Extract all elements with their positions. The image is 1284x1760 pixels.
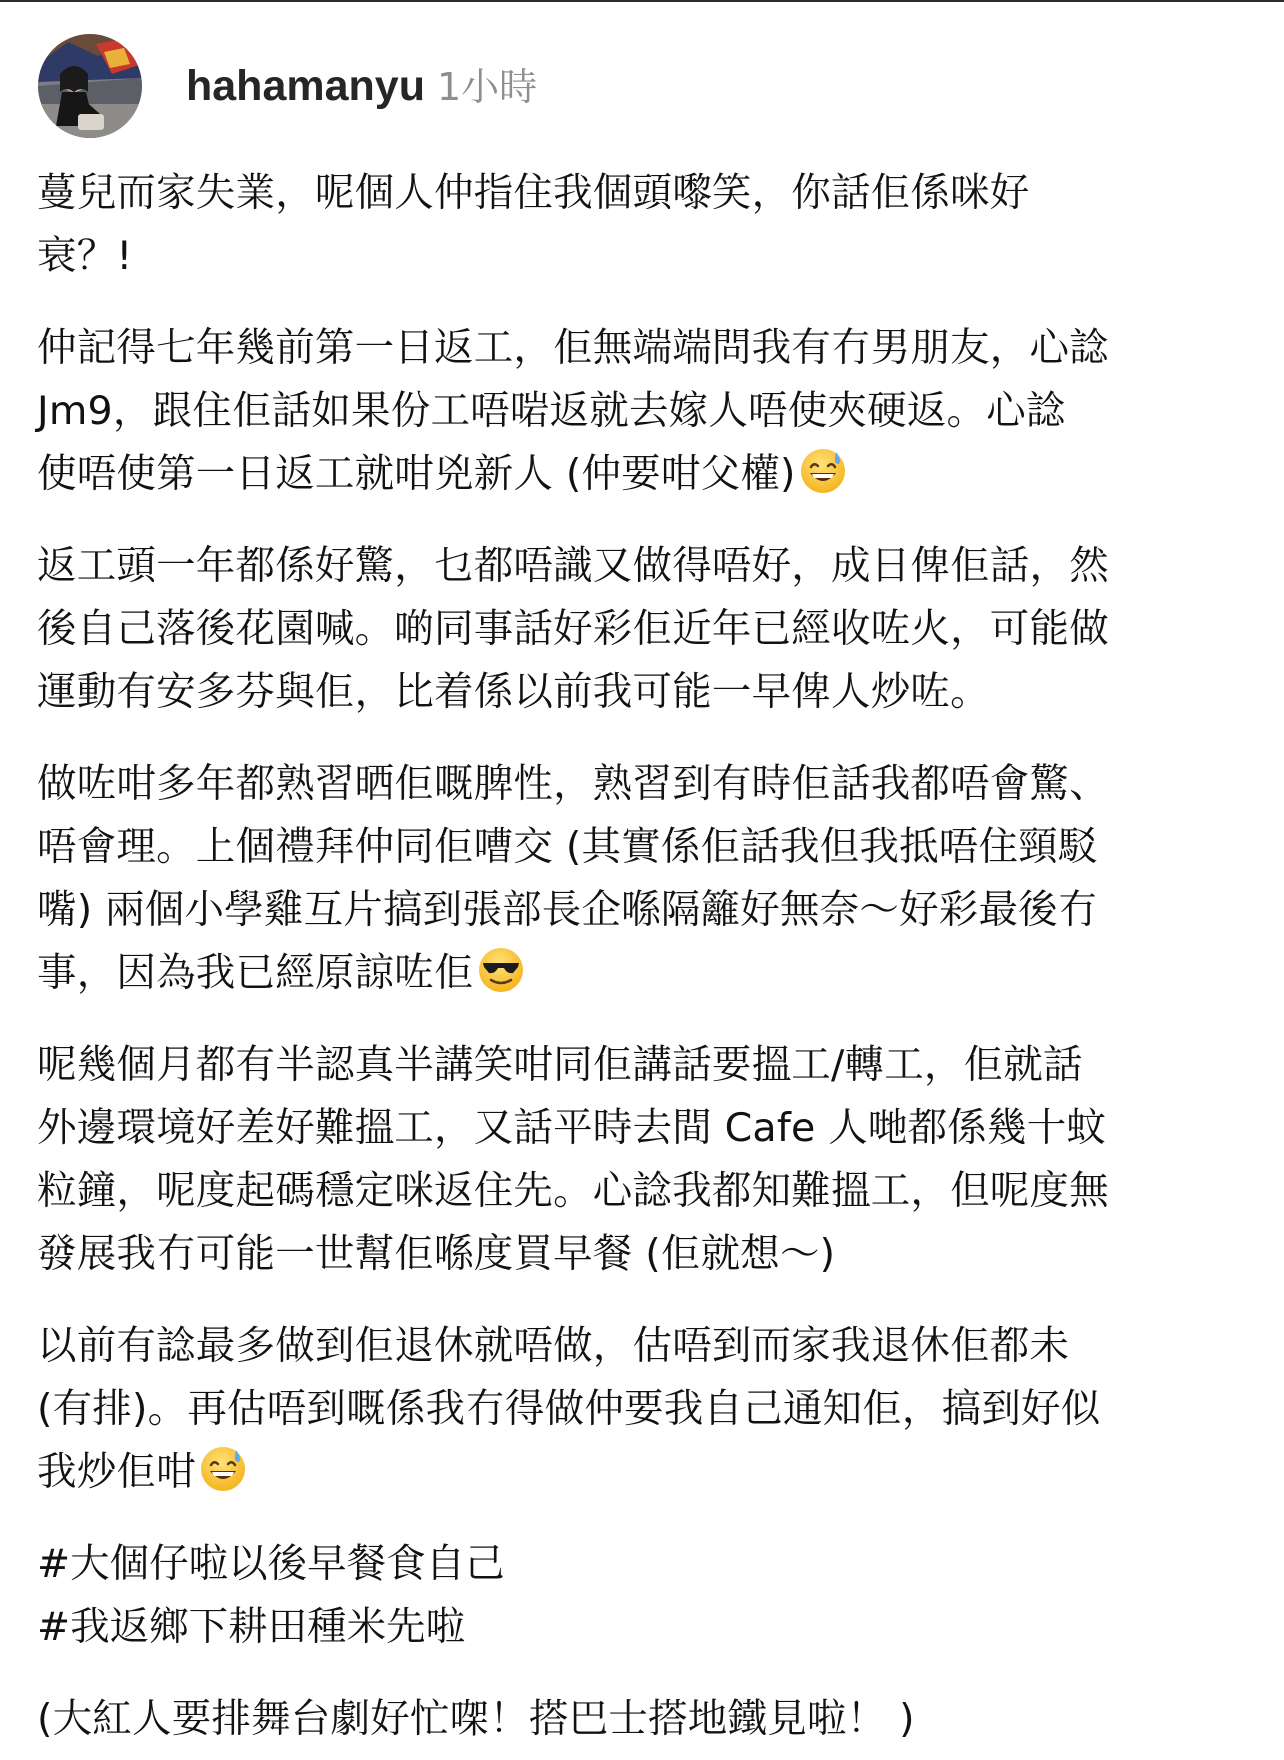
paragraph-text: 做咗咁多年都熟習晒佢嘅脾性，熟習到有時佢話我都唔會驚、 唔會理。上個禮拜仲同佢嘈交 (其實係佢話我但我抵唔住頸駁 嘴) 兩個小學雞互片搞到張部長企喺隔籬好無奈～好彩最後冇 事，因為我已經原諒咗佢 xyxy=(37,761,1109,996)
grinning-sweat-emoji-icon xyxy=(799,447,847,495)
hashtag-link[interactable]: #大個仔啦以後早餐食自己 xyxy=(37,1541,505,1587)
post-closing-line: (大紅人要排舞台劇好忙㗎！搭巴士搭地鐵見啦！ ) xyxy=(37,1696,915,1742)
post-meta xyxy=(186,60,537,113)
post-header xyxy=(38,34,537,138)
paragraph-text: 以前有諗最多做到佢退休就唔做，估唔到而家我退休佢都未 (有排)。再估唔到嘅係我冇得做仲要我自己通知佢，搞到好似 我炒佢咁 xyxy=(37,1323,1101,1495)
top-divider xyxy=(0,0,1284,2)
post-paragraph xyxy=(37,1315,1247,1504)
post-body xyxy=(37,162,1247,1751)
profile-photo-avatar-icon xyxy=(38,34,142,138)
post-paragraph xyxy=(37,162,1247,288)
username-link[interactable]: hahamanyu xyxy=(186,61,425,110)
paragraph-text: 返工頭一年都係好驚，乜都唔識又做得唔好，成日俾佢話，然 後自己落後花園喊。啲同事話好彩佢近年已經收咗火，可能做 運動有安多芬與佢，比着係以前我可能一早俾人炒咗。 xyxy=(37,543,1109,715)
post-paragraph xyxy=(37,753,1247,1005)
paragraph-text: 蔓兒而家失業，呢個人仲指住我個頭嚟笑，你話佢係咪好 衰？! xyxy=(37,170,1030,279)
paragraph-text: 呢幾個月都有半認真半講笑咁同佢講話要搵工/轉工，佢就話 外邊環境好差好難搵工，又話平時去間 Cafe 人哋都係幾十蚊 粒鐘，呢度起碼穩定咪返住先。心諗我都知難搵工，但呢度無 發展我冇可能一世幫佢喺度買早餐 (佢就想～) xyxy=(37,1042,1109,1277)
post-paragraph xyxy=(37,1034,1247,1286)
paragraph-text: 仲記得七年幾前第一日返工，佢無端端問我有冇男朋友，心諗 Jm9，跟住佢話如果份工唔啱返就去嫁人唔使夾硬返。心諗 使唔使第一日返工就咁兇新人 (仲要咁父權) xyxy=(37,325,1109,497)
avatar[interactable] xyxy=(38,34,142,138)
grinning-sweat-emoji-icon xyxy=(199,1445,247,1493)
hashtag-link[interactable]: #我返鄉下耕田種米先啦 xyxy=(37,1604,466,1650)
post-timestamp: 1小時 xyxy=(436,64,538,109)
sunglasses-emoji-icon xyxy=(477,946,525,994)
hashtag-list xyxy=(37,1533,1247,1659)
post-paragraph xyxy=(37,535,1247,724)
post-paragraph xyxy=(37,317,1247,506)
